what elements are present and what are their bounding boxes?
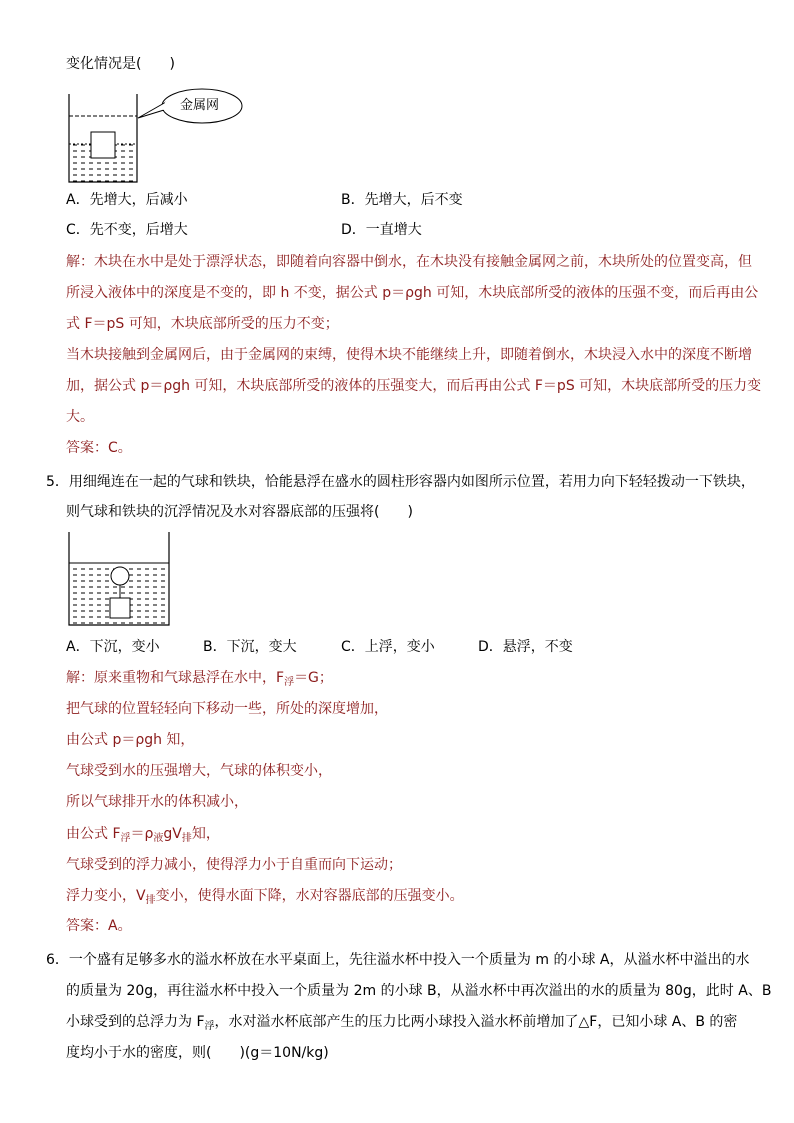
q5-stem-line: 则气球和铁块的沉浮情况及水对容器底部的压强将( ) xyxy=(66,504,413,520)
q4-solution-line: 当木块接触到金属网后，由于金属网的束缚，使得木块不能继续上升，即随着倒水，木块浸入水中的深度不断增 xyxy=(66,347,752,363)
q4-solution-line: 加，据公式 p＝ρgh 可知，木块底部所受的液体的压强变大，而后再由公式 F＝pS 可知，木块底部所受的压力变 xyxy=(66,378,762,394)
q4-option-a: A．先增大，后减小 xyxy=(66,192,188,208)
q6-stem-line-4: 度均小于水的密度，则( )(g＝10N/kg) xyxy=(66,1045,329,1061)
q5-figure xyxy=(64,530,174,630)
q5-solution-line-4: 气球受到水的压强增大，气球的体积变小， xyxy=(66,763,332,779)
q5-option-d: D．悬浮，不变 xyxy=(478,639,573,655)
q5-option-b: B．下沉，变大 xyxy=(203,639,297,655)
q5-stem-line: 5．用细绳连在一起的气球和铁块，恰能悬浮在盛水的圆柱形容器内如图所示位置，若用力向下轻轻拨动一下铁块， xyxy=(46,474,755,490)
q5-solution-line-1: 解：原来重物和气球悬浮在水中，$F_浮=G$； xyxy=(66,670,333,688)
q4-solution-line: 解：木块在水中是处于漂浮状态，即随着向容器中倒水，在木块没有接触金属网之前，木块所处的位置变高，但 xyxy=(66,254,752,270)
q4-option-d: D．一直增大 xyxy=(341,222,422,238)
q4-figure xyxy=(64,88,254,188)
q4-figure-label: 金属网 xyxy=(180,98,220,113)
q4-solution-line: 式 F＝pS 可知，木块底部所受的压力不变； xyxy=(66,316,339,332)
q4-answer: 答案：C。 xyxy=(66,440,132,456)
q5-option-a: A．下沉，变小 xyxy=(66,639,160,655)
q5-solution-line-8: 浮力变小，$V_排$变小，使得水面下降，水对容器底部的压强变小。 xyxy=(66,888,464,906)
q5-solution-line-5: 所以气球排开水的体积减小， xyxy=(66,794,248,810)
q4-option-c: C．先不变，后增大 xyxy=(66,222,188,238)
q6-stem-line-1: 6．一个盛有足够多水的溢水杯放在水平桌面上，先往溢水杯中投入一个质量为 m 的小球 A，从溢水杯中溢出的水 xyxy=(46,952,750,968)
q5-option-c: C．上浮，变小 xyxy=(341,639,435,655)
q5-solution-line-3: 由公式 p＝ρgh 知， xyxy=(66,732,195,748)
q4-solution-line: 大。 xyxy=(66,409,94,425)
q5-answer: 答案：A。 xyxy=(66,918,132,934)
q5-solution-line-7: 气球受到的浮力减小，使得浮力小于自重而向下运动； xyxy=(66,857,402,873)
q5-solution-line-2: 把气球的位置轻轻向下移动一些，所处的深度增加， xyxy=(66,701,388,717)
q4-solution-line: 所浸入液体中的深度是不变的，即 h 不变，据公式 p＝ρgh 可知，木块底部所受的液体的压强不变，而后再由公 xyxy=(66,285,759,301)
q4-option-b: B．先增大，后不变 xyxy=(341,192,463,208)
q6-stem-line-2: 的质量为 20g，再往溢水杯中投入一个质量为 2m 的小球 B，从溢水杯中再次溢出的水的质量为 80g，此时 A、B xyxy=(66,983,772,999)
q6-stem-line-3: 小球受到的总浮力为 $F_浮$，水对溢水杯底部产生的压力比两小球投入溢水杯前增加了△F，已知小球 A、B 的密 xyxy=(66,1014,738,1032)
q4-stem-tail: 变化情况是( ) xyxy=(66,56,175,72)
q5-solution-line-6: 由公式 $F_浮=\rho_液gV_排$知， xyxy=(66,826,220,844)
